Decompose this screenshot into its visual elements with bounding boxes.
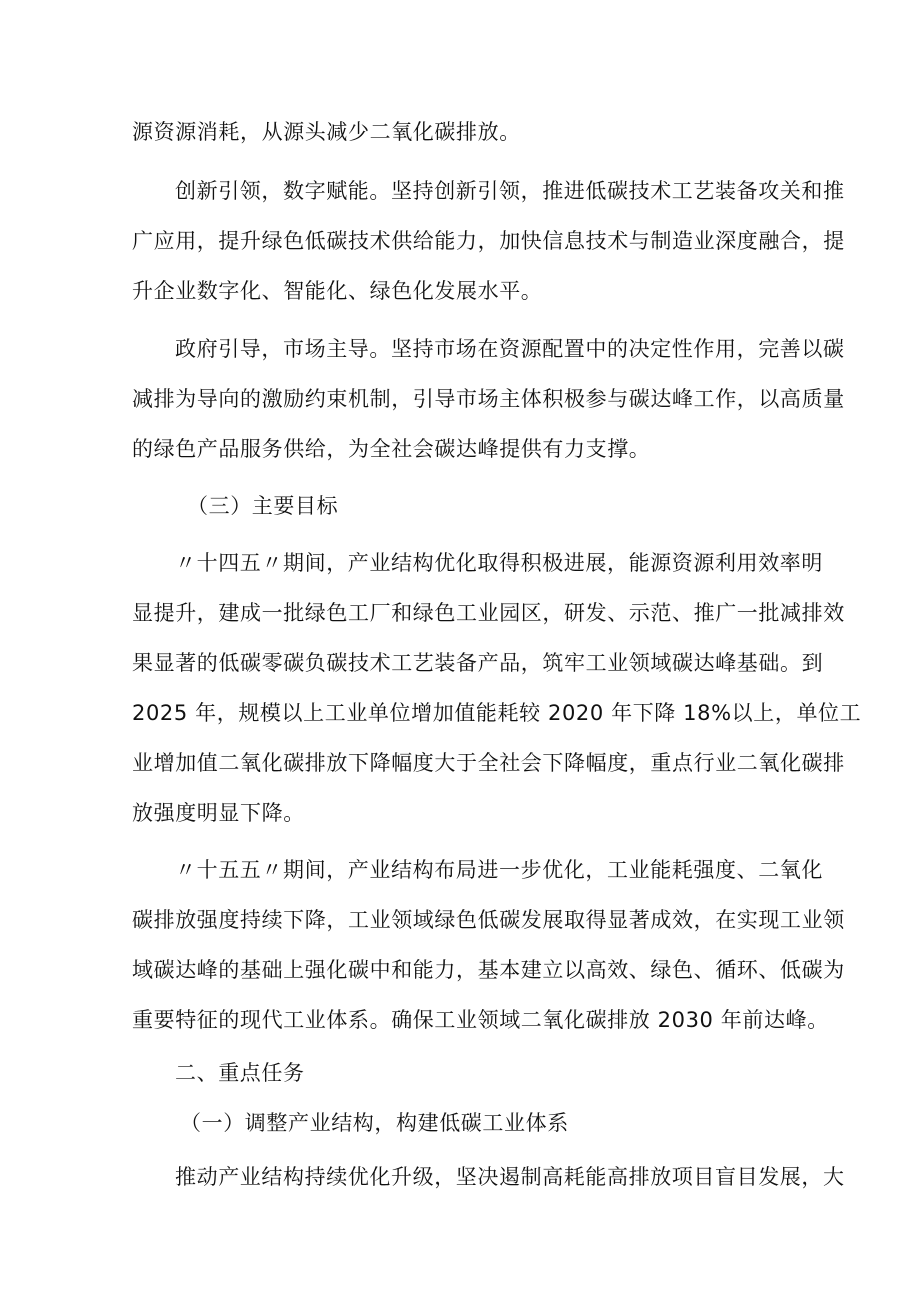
paragraph-line: 域碳达峰的基础上强化碳中和能力，基本建立以高效、绿色、循环、低碳为: [132, 958, 845, 982]
paragraph-line: 升企业数字化、智能化、绿色化发展水平。: [132, 279, 543, 303]
paragraph-line: 〃十四五〃期间，产业结构优化取得积极进展，能源资源利用效率明: [175, 551, 823, 575]
paragraph-line: 〃十五五〃期间，产业结构布局进一步优化，工业能耗强度、二氧化: [175, 858, 823, 882]
paragraph-line: 的绿色产品服务供给，为全社会碳达峰提供有力支撑。: [132, 437, 651, 461]
paragraph-line: 政府引导，市场主导。坚持市场在资源配置中的决定性作用，完善以碳: [175, 337, 845, 361]
paragraph-line: 减排为导向的激励约束机制，引导市场主体积极参与碳达峰工作，以高质量: [132, 387, 845, 411]
paragraph-line: 显提升，建成一批绿色工厂和绿色工业园区，研发、示范、推广一批减排效: [132, 601, 845, 625]
paragraph-line: 重要特征的现代工业体系。确保工业领域二氧化碳排放 2030 年前达峰。: [132, 1008, 829, 1032]
paragraph-line: 源资源消耗，从源头减少二氧化碳排放。: [132, 120, 521, 144]
section-heading: 二、重点任务: [175, 1061, 305, 1085]
paragraph-line: 放强度明显下降。: [132, 801, 305, 825]
paragraph-line: 广应用，提升绿色低碳技术供给能力，加快信息技术与制造业深度融合，提: [132, 229, 845, 253]
paragraph-line: 创新引领，数字赋能。坚持创新引领，推进低碳技术工艺装备攻关和推: [175, 179, 845, 203]
paragraph-line: 业增加值二氧化碳排放下降幅度大于全社会下降幅度，重点行业二氧化碳排: [132, 751, 845, 775]
paragraph-line: 2025 年，规模以上工业单位增加值能耗较 2020 年下降 18%以上，单位工: [132, 701, 862, 725]
paragraph-line: 碳排放强度持续下降，工业领域绿色低碳发展取得显著成效，在实现工业领: [132, 908, 845, 932]
section-heading: （三）主要目标: [187, 494, 339, 518]
paragraph-line: 果显著的低碳零碳负碳技术工艺装备产品，筑牢工业领域碳达峰基础。到: [132, 651, 824, 675]
paragraph-line: 推动产业结构持续优化升级，坚决遏制高耗能高排放项目盲目发展，大: [175, 1165, 845, 1189]
subsection-heading: （一）调整产业结构，构建低碳工业体系: [180, 1111, 569, 1135]
